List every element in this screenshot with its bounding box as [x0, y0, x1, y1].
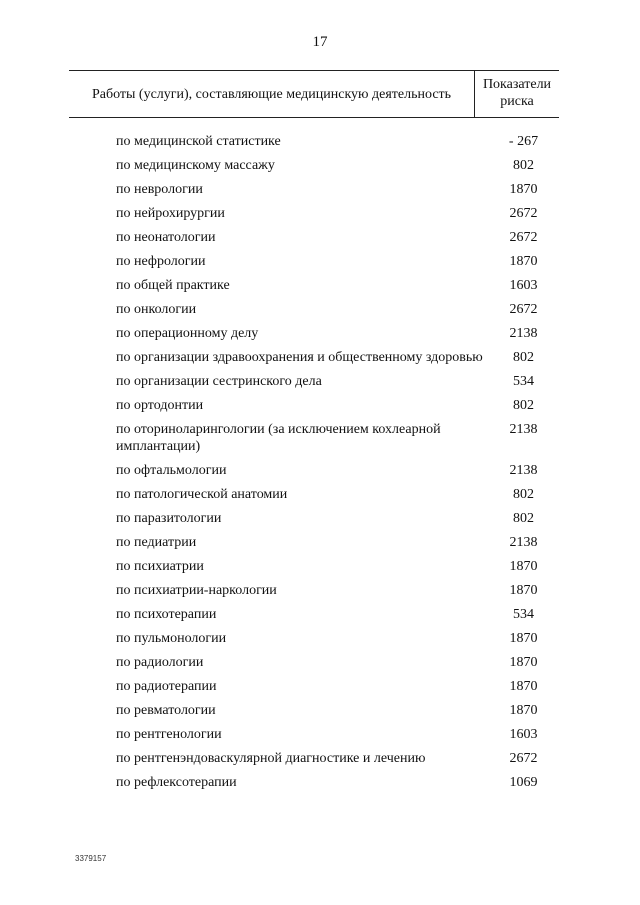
table-row: [69, 349, 559, 366]
row-service-name: по оториноларингологии (за исключением кохлеарной имплантации): [116, 422, 441, 454]
header-work: Работы (услуги), составляющие медицинскую деятельность: [69, 71, 475, 117]
table-row: [69, 205, 559, 222]
row-risk-value: 534: [513, 607, 534, 622]
table-row: [69, 582, 559, 599]
table-row: [69, 702, 559, 719]
row-service-name: по патологической анатомии: [116, 487, 288, 502]
row-risk-value: 802: [513, 350, 534, 365]
row-risk-value: 1069: [509, 775, 538, 790]
table-row: [69, 630, 559, 647]
row-risk-value: 1870: [509, 679, 538, 694]
row-service-name: по ортодонтии: [116, 398, 204, 413]
document-code: 3379157: [75, 854, 107, 863]
page-number: 17: [312, 34, 328, 50]
row-service-name: по медицинской статистике: [116, 134, 281, 149]
row-service-name: по медицинскому массажу: [116, 158, 275, 173]
table-row: [69, 774, 559, 791]
table-row: [69, 301, 559, 318]
row-service-name: по нефрологии: [116, 254, 206, 269]
table-row: [69, 678, 559, 695]
table-row: [69, 181, 559, 198]
table-row: [69, 229, 559, 246]
row-service-name: по паразитологии: [116, 511, 222, 526]
row-risk-value: 2672: [509, 302, 538, 317]
table-row: [69, 726, 559, 743]
table-row: [69, 606, 559, 623]
table-row: [69, 462, 559, 479]
row-service-name: по организации здравоохранения и общественному здоровью: [116, 350, 483, 365]
row-service-name: по неонатологии: [116, 230, 216, 245]
table-body: [69, 118, 559, 791]
row-service-name: по нейрохирургии: [116, 206, 225, 221]
row-risk-value: 1870: [509, 559, 538, 574]
row-service-name: по рефлексотерапии: [116, 775, 237, 790]
row-risk-value: 1870: [509, 254, 538, 269]
table-row: [69, 397, 559, 414]
table-row: [69, 510, 559, 527]
row-risk-value: 2672: [509, 230, 538, 245]
row-risk-value: 802: [513, 487, 534, 502]
row-service-name: по пульмонологии: [116, 631, 227, 646]
row-service-name: по ревматологии: [116, 703, 216, 718]
header-risk-line1: Показатели: [482, 77, 552, 92]
row-risk-value: 802: [513, 511, 534, 526]
row-service-name: по педиатрии: [116, 535, 197, 550]
row-service-name: по организации сестринского дела: [116, 374, 322, 389]
row-service-name: по общей практике: [116, 278, 230, 293]
row-service-name: по офтальмологии: [116, 463, 227, 478]
row-risk-value: 2138: [509, 463, 538, 478]
row-service-name: по психотерапии: [116, 607, 217, 622]
row-service-name: по неврологии: [116, 182, 203, 197]
row-risk-value: 2138: [509, 535, 538, 550]
header-risk-line2: риска: [500, 94, 534, 109]
table-row: [69, 654, 559, 671]
table-row: [69, 277, 559, 294]
row-service-name: по операционному делу: [116, 326, 259, 341]
row-risk-value: 2672: [509, 751, 538, 766]
row-risk-value: 1603: [509, 727, 538, 742]
row-risk-value: 1870: [509, 182, 538, 197]
row-service-name: по психиатрии: [116, 559, 204, 574]
table-row: [69, 558, 559, 575]
header-risk: [475, 71, 559, 117]
table-row: [69, 421, 559, 455]
row-risk-value: 2138: [509, 326, 538, 341]
row-service-name: по радиотерапии: [116, 679, 217, 694]
row-risk-value: 1870: [509, 703, 538, 718]
risk-table: [69, 70, 559, 798]
row-service-name: по рентгенэндоваскулярной диагностике и лечению: [116, 751, 426, 766]
row-service-name: по психиатрии-наркологии: [116, 583, 277, 598]
table-row: [69, 373, 559, 390]
row-risk-value: 2138: [509, 422, 538, 437]
row-service-name: по радиологии: [116, 655, 204, 670]
row-service-name: по рентгенологии: [116, 727, 222, 742]
table-row: [69, 157, 559, 174]
row-risk-value: 802: [513, 398, 534, 413]
row-risk-value: 1870: [509, 583, 538, 598]
row-risk-value: - 267: [508, 134, 539, 149]
table-header: [69, 70, 559, 118]
table-row: [69, 750, 559, 767]
row-risk-value: 2672: [509, 206, 538, 221]
row-risk-value: 534: [513, 374, 534, 389]
table-row: [69, 534, 559, 551]
table-row: [69, 253, 559, 270]
row-risk-value: 1603: [509, 278, 538, 293]
table-row: [69, 325, 559, 342]
table-row: [69, 486, 559, 503]
row-service-name: по онкологии: [116, 302, 197, 317]
table-row: [69, 133, 559, 150]
row-risk-value: 802: [513, 158, 534, 173]
row-risk-value: 1870: [509, 655, 538, 670]
row-risk-value: 1870: [509, 631, 538, 646]
